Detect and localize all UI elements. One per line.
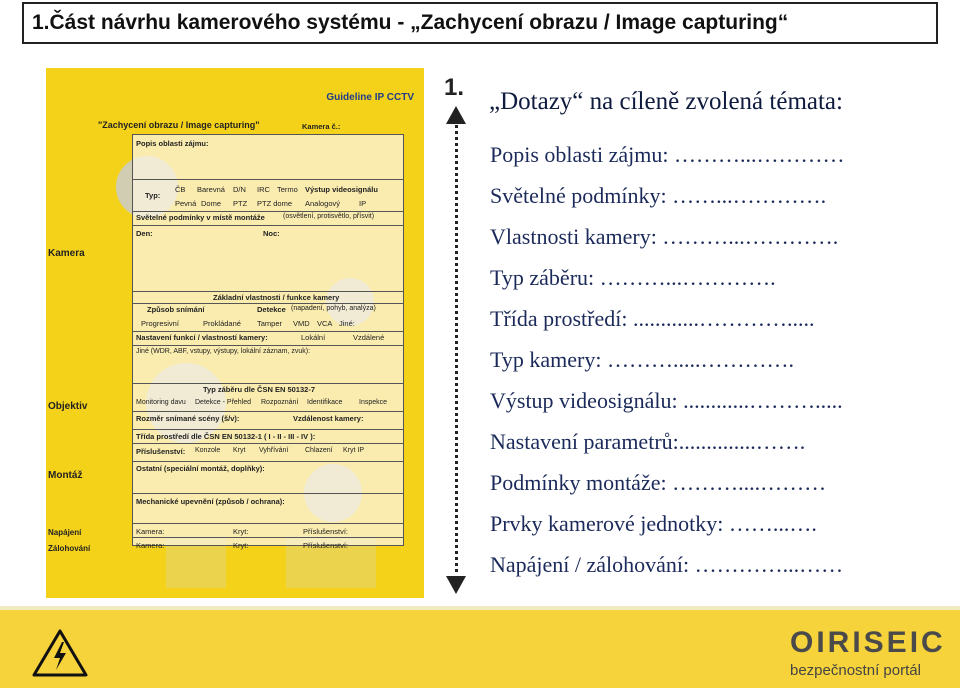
form-camera-no: Kamera č.: [302,122,341,131]
type-opt: ČB [175,185,186,194]
field-basic: Základní vlastnosti / funkce kamery [213,293,340,302]
acc-opt: Vyhřívání [259,447,289,454]
section-label-power: Napájení [48,528,82,537]
field-settings: Nastavení funkcí / vlastností kamery: [136,333,268,342]
field-night: Noc: [263,229,280,238]
logo-name: OIRISEIC [790,626,946,659]
settings-remote: Vzdálené [353,333,385,342]
acc-opt: Chlazení [305,447,333,454]
questions-list [490,140,844,591]
list-item: Třída prostředí: ............…………..... [490,306,815,331]
list-item: Světelné podmínky: ……...…………. [490,183,827,208]
shot-opt: Rozpoznání [261,399,299,406]
type-opt: IRC [257,185,270,194]
scan-opt: Jiné: [339,319,355,328]
field-video-out: Výstup videosignálu [305,185,378,194]
form-logo: Guideline IP CCTV [326,92,414,103]
power-camera: Kamera: [136,527,165,536]
field-type: Typ: [145,191,161,200]
form-image [46,68,424,598]
high-voltage-warning-icon [32,628,88,683]
field-distance: Vzdálenost kamery: [293,414,364,423]
power-cover: Kryt: [233,527,249,536]
shot-opt: Identifikace [307,399,343,406]
acc-opt: Kryt IP [343,447,365,454]
backup-camera: Kamera: [136,541,165,550]
list-item: Napájení / zálohování: …………...…… [490,552,844,577]
field-range: Rozměr snímané scény (š/v): [136,414,240,423]
list-item: Prvky kamerové jednotky: ……...…. [490,511,817,536]
type-opt: Termo [277,185,298,194]
shot-opt: Inspekce [359,399,388,406]
logo-subtitle: bezpečnostní portál [790,662,921,679]
section-label-backup: Zálohování [48,544,91,553]
scan-opt: Progresivní [141,319,179,328]
field-light-note: (osvětlení, protisvětlo, přísvit) [283,213,375,220]
shot-opt: Monitoring davu [136,399,186,406]
scan-opt: VCA [317,319,333,328]
shot-opt: Detekce - Přehled [195,399,252,406]
scan-opt: VMD [293,319,310,328]
acc-opt: Konzole [195,447,221,454]
scan-opt: Prokládané [203,319,241,328]
list-item: Vlastnosti kamery: ………...…………. [490,224,839,249]
orisec-logo[interactable] [790,628,946,679]
backup-accessories: Příslušenství: [303,541,349,550]
footer-band [0,606,960,610]
footer-bar [0,606,960,688]
field-mech: Mechanické upevnění (způsob / ochrana): [136,497,285,506]
list-item: Nastavení parametrů:..............……. [490,429,806,454]
slide-title: 1.Část návrhu kamerového systému - „Zachycení obrazu / Image capturing“ [22,2,938,44]
power-accessories: Příslušenství: [303,527,349,536]
field-area-desc: Popis oblasti zájmu: [136,139,209,148]
list-item: Typ kamery: ……….....…………. [490,347,794,372]
section-label-mount: Montáž [48,470,83,481]
field-detect-note: (napadení, pohyb, analýza) [291,305,376,312]
questions-heading: „Dotazy“ na cíleně zvolená témata: [489,88,843,115]
list-item: Podmínky montáže: ………....……… [490,470,827,495]
arrow-down-icon [446,576,466,594]
form-table [132,134,404,550]
field-shot-type: Typ záběru dle ČSN EN 50132-7 [203,385,315,394]
step-number: 1. [444,74,465,101]
video-opt: IP [359,199,367,208]
section-label-camera: Kamera [48,248,85,259]
field-detect: Detekce [257,305,286,314]
field-other: Jiné (WDR, ABF, vstupy, výstupy, lokální záznam, zvuk): [136,348,311,355]
form-title: "Zachycení obrazu / Image capturing" [98,120,260,130]
field-scan: Způsob snímání [147,305,205,314]
type-opt: Pevná [175,199,197,208]
list-item: Výstup videosignálu: ............………..... [490,388,843,413]
video-opt: Analogový [305,199,341,208]
backup-cover: Kryt: [233,541,249,550]
list-item: Popis oblasti zájmu: ………...………… [490,142,845,167]
acc-opt: Kryt [233,447,246,454]
dotted-arrow-line [455,118,458,580]
type-opt: D/N [233,185,246,194]
field-light: Světelné podmínky v místě montáže [136,213,265,222]
field-accessories: Příslušenství: [136,447,186,456]
list-item: Typ záběru: ………...…………. [490,265,776,290]
section-label-objective: Objektiv [48,401,88,412]
field-env-class: Třída prostředí dle ČSN EN 50132-1 ( I - II - III - IV ): [136,432,316,441]
field-other-acc: Ostatní (speciální montáž, doplňky): [136,464,265,473]
scan-opt: Tamper [257,319,283,328]
type-opt: PTZ dome [257,199,293,208]
type-opt: Barevná [197,185,225,194]
field-day: Den: [136,229,153,238]
type-opt: Dome [201,199,222,208]
settings-local: Lokální [301,333,326,342]
type-opt: PTZ [233,199,248,208]
